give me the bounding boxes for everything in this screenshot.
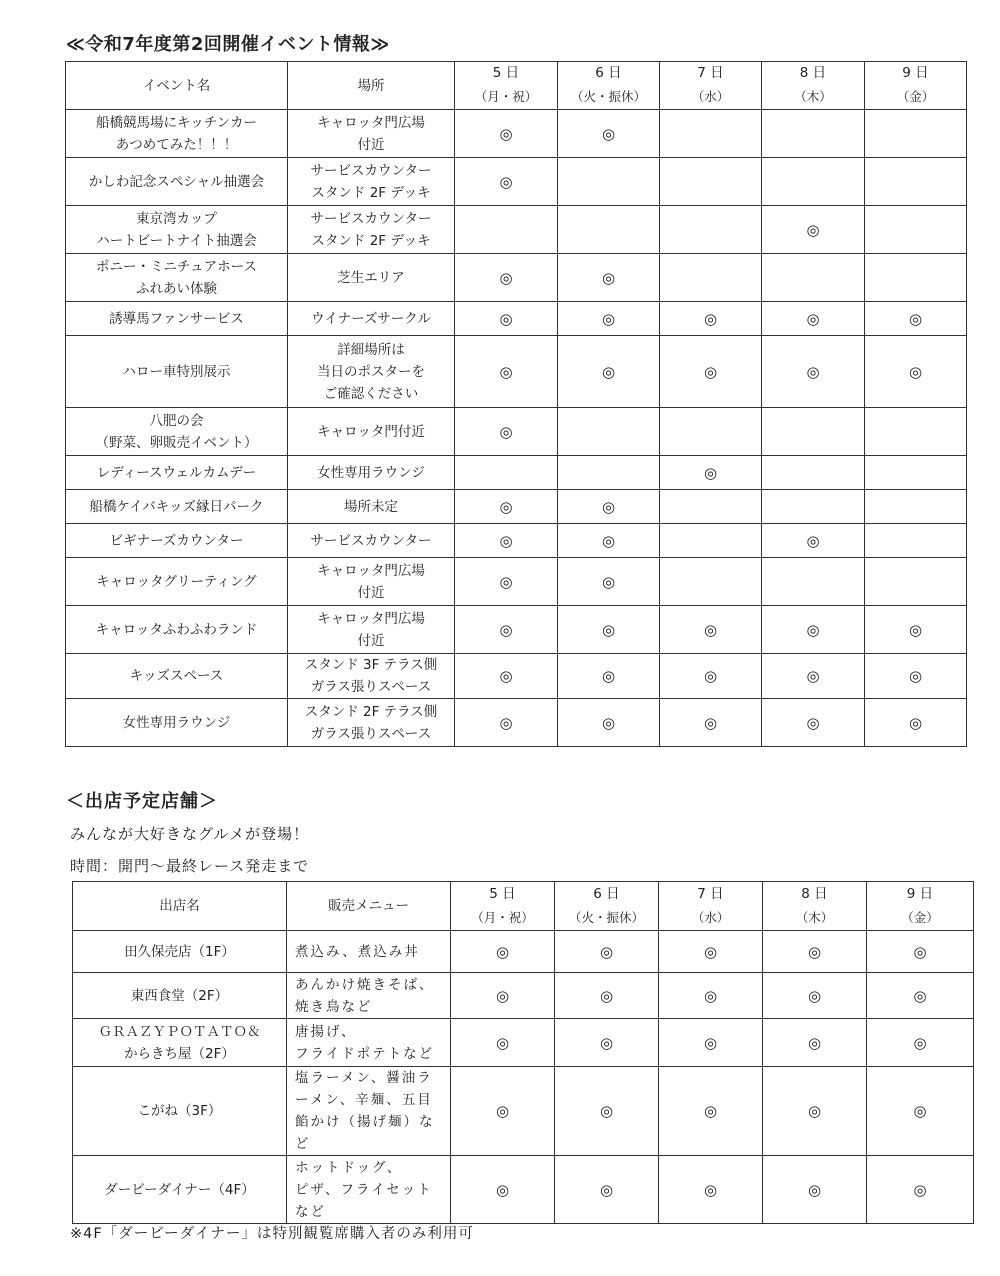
event-day-mark: [865, 110, 967, 158]
day-date: 7 日: [697, 885, 724, 902]
event-name-cell: 東京湾カップ ハートビートナイト抽選会: [66, 206, 288, 254]
event-name-cell: ハロー車特別展示: [66, 336, 288, 408]
shop-day-header: [763, 882, 867, 931]
shop-day-mark: ◎: [555, 931, 659, 973]
event-name-cell: 八肥の会 （野菜、卵販売イベント）: [66, 408, 288, 456]
shop-row: [73, 1067, 974, 1156]
shop-name-cell: こがね（3F）: [73, 1067, 287, 1156]
event-day-header: [455, 62, 558, 110]
event-day-mark: [660, 558, 762, 606]
event-day-header: [762, 62, 865, 110]
event-day-mark: ◎: [660, 336, 762, 408]
shop-menu-cell: 煮込み、煮込み丼: [287, 931, 451, 973]
event-day-mark: ◎: [558, 110, 660, 158]
day-sub: （火・振休）: [568, 909, 644, 925]
event-day-mark: [762, 558, 865, 606]
event-day-mark: [455, 456, 558, 490]
event-row: [66, 606, 967, 654]
event-day-mark: ◎: [762, 699, 865, 747]
event-day-mark: ◎: [558, 490, 660, 524]
shop-table-body: [73, 931, 974, 1224]
shop-day-mark: ◎: [555, 1067, 659, 1156]
event-day-mark: [865, 524, 967, 558]
event-day-mark: [660, 254, 762, 302]
event-name-cell: 船橋競馬場にキッチンカー あつめてみた！！！: [66, 110, 288, 158]
event-row: [66, 456, 967, 490]
event-day-mark: ◎: [558, 524, 660, 558]
shop-day-mark: ◎: [867, 1156, 974, 1224]
shop-row: [73, 1019, 974, 1067]
shop-day-mark: ◎: [451, 973, 555, 1019]
event-day-mark: ◎: [865, 302, 967, 336]
event-place-cell: キャロッタ門広場 付近: [288, 606, 455, 654]
event-day-mark: [660, 524, 762, 558]
event-place-header: 場所: [288, 62, 455, 110]
shop-day-mark: ◎: [763, 1019, 867, 1067]
shop-day-header: [867, 882, 974, 931]
event-row: [66, 408, 967, 456]
shop-day-header: [555, 882, 659, 931]
event-place-cell: サービスカウンター: [288, 524, 455, 558]
shop-day-mark: ◎: [867, 931, 974, 973]
event-day-mark: ◎: [762, 524, 865, 558]
event-name-cell: ポニー・ミニチュアホース ふれあい体験: [66, 254, 288, 302]
shop-name-cell: 東西食堂（2F）: [73, 973, 287, 1019]
shop-day-header: [451, 882, 555, 931]
event-place-cell: サービスカウンター スタンド 2F デッキ: [288, 206, 455, 254]
event-day-mark: ◎: [558, 336, 660, 408]
shop-section-title: ＜出店予定店舗＞: [66, 791, 218, 812]
shop-name-cell: ダービーダイナー（4F）: [73, 1156, 287, 1224]
event-day-mark: ◎: [558, 302, 660, 336]
shop-header-row: [73, 882, 974, 931]
event-name-cell: 船橋ケイバキッズ縁日パーク: [66, 490, 288, 524]
shop-day-mark: ◎: [867, 1067, 974, 1156]
shop-day-mark: ◎: [763, 1156, 867, 1224]
shop-day-mark: ◎: [763, 1067, 867, 1156]
event-place-cell: スタンド 2F テラス側 ガラス張りスペース: [288, 699, 455, 747]
shop-name-cell: 田久保売店（1F）: [73, 931, 287, 973]
event-day-mark: [660, 490, 762, 524]
event-day-mark: ◎: [455, 336, 558, 408]
event-day-mark: [865, 206, 967, 254]
event-day-header: [865, 62, 967, 110]
event-name-cell: 女性専用ラウンジ: [66, 699, 288, 747]
event-name-cell: かしわ記念スペシャル抽選会: [66, 158, 288, 206]
shop-menu-header: 販売メニュー: [287, 882, 451, 931]
event-day-mark: [865, 254, 967, 302]
shop-hours: 時間：開門～最終レース発走まで: [70, 857, 310, 875]
day-sub: （火・振休）: [570, 89, 646, 104]
event-day-mark: ◎: [660, 699, 762, 747]
day-sub: （金）: [901, 909, 939, 925]
event-row: [66, 254, 967, 302]
event-table: [65, 61, 967, 747]
event-place-cell: 女性専用ラウンジ: [288, 456, 455, 490]
shop-menu-cell: あんかけ焼きそば、 焼き鳥など: [287, 973, 451, 1019]
day-date: 6 日: [595, 65, 622, 81]
event-day-mark: [558, 206, 660, 254]
event-row: [66, 336, 967, 408]
event-row: [66, 302, 967, 336]
shop-day-mark: ◎: [659, 1156, 763, 1224]
shop-name-cell: ＧＲＡＺＹＰＯＴＡＴＯ＆ からきち屋（2F）: [73, 1019, 287, 1067]
event-row: [66, 206, 967, 254]
event-day-mark: [762, 490, 865, 524]
event-name-cell: ビギナーズカウンター: [66, 524, 288, 558]
event-day-mark: ◎: [660, 302, 762, 336]
day-sub: （木）: [794, 89, 832, 104]
event-day-mark: ◎: [558, 558, 660, 606]
event-day-mark: ◎: [865, 336, 967, 408]
event-day-mark: ◎: [558, 699, 660, 747]
day-date: 5 日: [489, 885, 516, 902]
event-row: [66, 558, 967, 606]
shop-row: [73, 931, 974, 973]
event-place-cell: 場所未定: [288, 490, 455, 524]
event-row: [66, 110, 967, 158]
event-day-mark: [660, 408, 762, 456]
event-day-mark: ◎: [762, 606, 865, 654]
event-row: [66, 490, 967, 524]
day-date: 8 日: [801, 885, 828, 902]
event-day-mark: [455, 206, 558, 254]
event-day-mark: ◎: [558, 606, 660, 654]
event-place-cell: キャロッタ門広場 付近: [288, 110, 455, 158]
event-day-mark: [865, 558, 967, 606]
event-day-mark: ◎: [455, 408, 558, 456]
day-sub: （月・祝）: [471, 909, 534, 925]
day-date: 9 日: [906, 885, 934, 902]
event-day-mark: ◎: [455, 490, 558, 524]
shop-intro: みんなが大好きなグルメが登場！: [70, 825, 310, 843]
event-day-mark: ◎: [455, 254, 558, 302]
event-day-mark: ◎: [455, 606, 558, 654]
event-day-mark: [660, 158, 762, 206]
event-day-mark: ◎: [865, 606, 967, 654]
event-day-mark: [865, 456, 967, 490]
event-day-mark: [660, 206, 762, 254]
event-table-body: [66, 110, 967, 747]
shop-row: [73, 973, 974, 1019]
event-day-mark: ◎: [455, 302, 558, 336]
event-day-mark: ◎: [762, 336, 865, 408]
event-day-mark: [865, 158, 967, 206]
event-row: [66, 158, 967, 206]
event-name-cell: レディースウェルカムデー: [66, 456, 288, 490]
event-day-mark: ◎: [558, 254, 660, 302]
event-row: [66, 524, 967, 558]
day-date: 7 日: [697, 65, 724, 81]
day-date: 6 日: [593, 885, 620, 902]
shop-day-mark: ◎: [659, 973, 763, 1019]
event-header-row: [66, 62, 967, 110]
shop-day-mark: ◎: [659, 1067, 763, 1156]
event-place-cell: キャロッタ門広場 付近: [288, 558, 455, 606]
day-sub: （金）: [896, 89, 935, 104]
shop-day-mark: ◎: [555, 1156, 659, 1224]
day-date: 8 日: [799, 65, 827, 81]
day-date: 5 日: [492, 65, 520, 81]
day-sub: （木）: [795, 909, 834, 925]
event-name-cell: 誘導馬ファンサービス: [66, 302, 288, 336]
event-day-mark: ◎: [455, 524, 558, 558]
shop-day-mark: ◎: [451, 931, 555, 973]
event-day-mark: [762, 254, 865, 302]
event-day-mark: [762, 456, 865, 490]
event-day-mark: [865, 490, 967, 524]
event-day-mark: ◎: [762, 302, 865, 336]
event-day-mark: [558, 158, 660, 206]
event-place-cell: ウイナーズサークル: [288, 302, 455, 336]
shop-day-mark: ◎: [451, 1156, 555, 1224]
event-day-mark: ◎: [455, 558, 558, 606]
event-section-title: ≪令和7年度第2回開催イベント情報≫: [66, 34, 390, 55]
event-day-header: [660, 62, 762, 110]
event-name-cell: キッズスペース: [66, 654, 288, 699]
shop-day-mark: ◎: [867, 973, 974, 1019]
event-place-cell: スタンド 3F テラス側 ガラス張りスペース: [288, 654, 455, 699]
shop-table: [72, 881, 974, 1224]
event-place-cell: サービスカウンター スタンド 2F デッキ: [288, 158, 455, 206]
day-date: 9 日: [902, 65, 929, 81]
event-day-mark: ◎: [660, 654, 762, 699]
day-sub: （水）: [691, 909, 730, 925]
event-place-cell: キャロッタ門付近: [288, 408, 455, 456]
event-place-cell: 詳細場所は 当日のポスターを ご確認ください: [288, 336, 455, 408]
event-day-mark: ◎: [660, 456, 762, 490]
shop-day-mark: ◎: [763, 973, 867, 1019]
event-day-mark: ◎: [455, 110, 558, 158]
event-day-mark: [762, 158, 865, 206]
event-day-mark: [558, 408, 660, 456]
shop-menu-cell: ホットドッグ、 ピザ、フライセット など: [287, 1156, 451, 1224]
event-name-cell: キャロッタふわふわランド: [66, 606, 288, 654]
event-day-mark: [558, 456, 660, 490]
shop-menu-cell: 塩ラーメン、醤油ラーメン、辛麺、五目餡かけ（揚げ麺）など: [287, 1067, 451, 1156]
day-sub: （月・祝）: [474, 89, 538, 104]
event-day-header: [558, 62, 660, 110]
shop-day-mark: ◎: [451, 1067, 555, 1156]
shop-footnote: ※4F「ダービーダイナー」は特別観覧席購入者のみ利用可: [70, 1226, 474, 1242]
shop-day-mark: ◎: [555, 973, 659, 1019]
shop-day-mark: ◎: [763, 931, 867, 973]
day-sub: （水）: [691, 89, 730, 104]
shop-row: [73, 1156, 974, 1224]
event-day-mark: ◎: [558, 654, 660, 699]
shop-day-mark: ◎: [867, 1019, 974, 1067]
event-day-mark: ◎: [455, 654, 558, 699]
event-day-mark: ◎: [660, 606, 762, 654]
shop-day-mark: ◎: [659, 1019, 763, 1067]
event-day-mark: ◎: [762, 206, 865, 254]
event-day-mark: ◎: [865, 699, 967, 747]
event-day-mark: [762, 110, 865, 158]
event-day-mark: ◎: [455, 699, 558, 747]
event-place-cell: 芝生エリア: [288, 254, 455, 302]
event-day-mark: [865, 408, 967, 456]
event-day-mark: [762, 408, 865, 456]
event-day-mark: [660, 110, 762, 158]
event-row: [66, 654, 967, 699]
event-name-cell: キャロッタグリーティング: [66, 558, 288, 606]
shop-day-header: [659, 882, 763, 931]
event-day-mark: ◎: [455, 158, 558, 206]
shop-menu-cell: 唐揚げ、 フライドポテトなど: [287, 1019, 451, 1067]
shop-day-mark: ◎: [555, 1019, 659, 1067]
shop-day-mark: ◎: [451, 1019, 555, 1067]
shop-name-header: 出店名: [73, 882, 287, 931]
event-day-mark: ◎: [762, 654, 865, 699]
event-row: [66, 699, 967, 747]
event-day-mark: ◎: [865, 654, 967, 699]
event-name-header: イベント名: [66, 62, 288, 110]
shop-day-mark: ◎: [659, 931, 763, 973]
